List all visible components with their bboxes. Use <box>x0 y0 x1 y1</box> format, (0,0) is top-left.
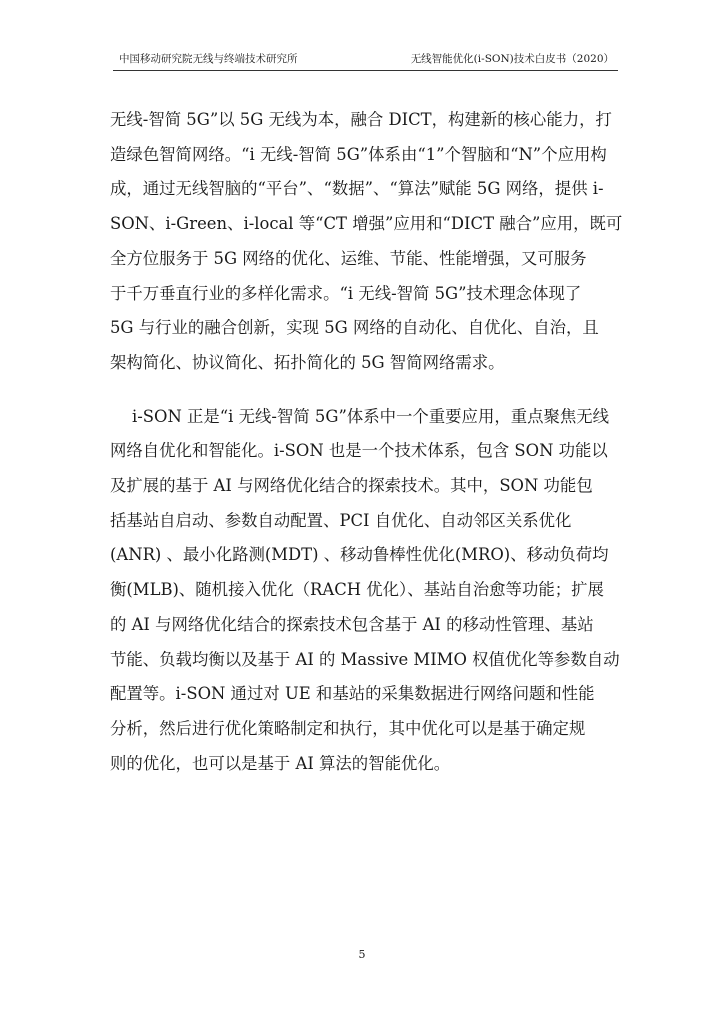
text-line: 架构简化、协议简化、拓扑简化的 5G 智简网络需求。 <box>110 352 505 372</box>
text-line: 5G 与行业的融合创新，实现 5G 网络的自动化、自优化、自治，且 <box>110 318 599 338</box>
paragraph-i-son <box>110 400 620 782</box>
text-line: i-SON 正是“i 无线-智简 5G”体系中一个重要应用，重点聚焦无线 <box>132 406 610 426</box>
text-line: 全方位服务于 5G 网络的优化、运维、节能、性能增强，又可服务 <box>110 248 587 268</box>
text-line: 分析，然后进行优化策略制定和执行，其中优化可以是基于确定规 <box>110 718 586 738</box>
text-line: 配置等。i-SON 通过对 UE 和基站的采集数据进行网络问题和性能 <box>110 684 595 704</box>
text-line: 成，通过无线智脑的“平台”、“数据”、“算法”赋能 5G 网络，提供 i- <box>110 179 604 199</box>
text-line: 节能、负载均衡以及基于 AI 的 Massive MIMO 权值优化等参数自动 <box>110 649 620 669</box>
text-line: (ANR) 、最小化路测(MDT) 、移动鲁棒性优化(MRO)、移动负荷均 <box>110 545 609 565</box>
paragraph-intro <box>110 103 623 381</box>
page-number: 5 <box>358 948 366 961</box>
text-line: 于千万垂直行业的多样化需求。“i 无线-智简 5G”技术理念体现了 <box>110 283 582 303</box>
text-line: 无线-智简 5G”以 5G 无线为本，融合 DICT，构建新的核心能力，打 <box>110 110 612 129</box>
header-document-title: 无线智能优化(i-SON)技术白皮书（2020） <box>410 53 614 65</box>
text-line: 衡(MLB)、随机接入优化（RACH 优化）、基站自治愈等功能；扩展 <box>110 580 604 600</box>
text-line: 网络自优化和智能化。i-SON 也是一个技术体系，包含 SON 功能以 <box>110 441 608 461</box>
text-line: 及扩展的基于 AI 与网络优化结合的探索技术。其中，SON 功能包 <box>110 476 593 496</box>
text-line: 括基站自启动、参数自动配置、PCI 自优化、自动邻区关系优化 <box>110 510 572 530</box>
page-header <box>113 50 618 71</box>
text-line: 造绿色智简网络。“i 无线-智简 5G”体系由“1”个智脑和“N”个应用构 <box>110 144 607 164</box>
header-organization: 中国移动研究院无线与终端技术研究所 <box>119 53 298 65</box>
text-line: 则的优化，也可以是基于 AI 算法的智能优化。 <box>110 753 451 773</box>
document-body <box>110 103 623 781</box>
text-line: SON、i-Green、i-local 等“CT 增强”应用和“DICT 融合”应用，既可 <box>110 214 623 234</box>
text-line: 的 AI 与网络优化结合的探索技术包含基于 AI 的移动性管理、基站 <box>110 614 594 634</box>
